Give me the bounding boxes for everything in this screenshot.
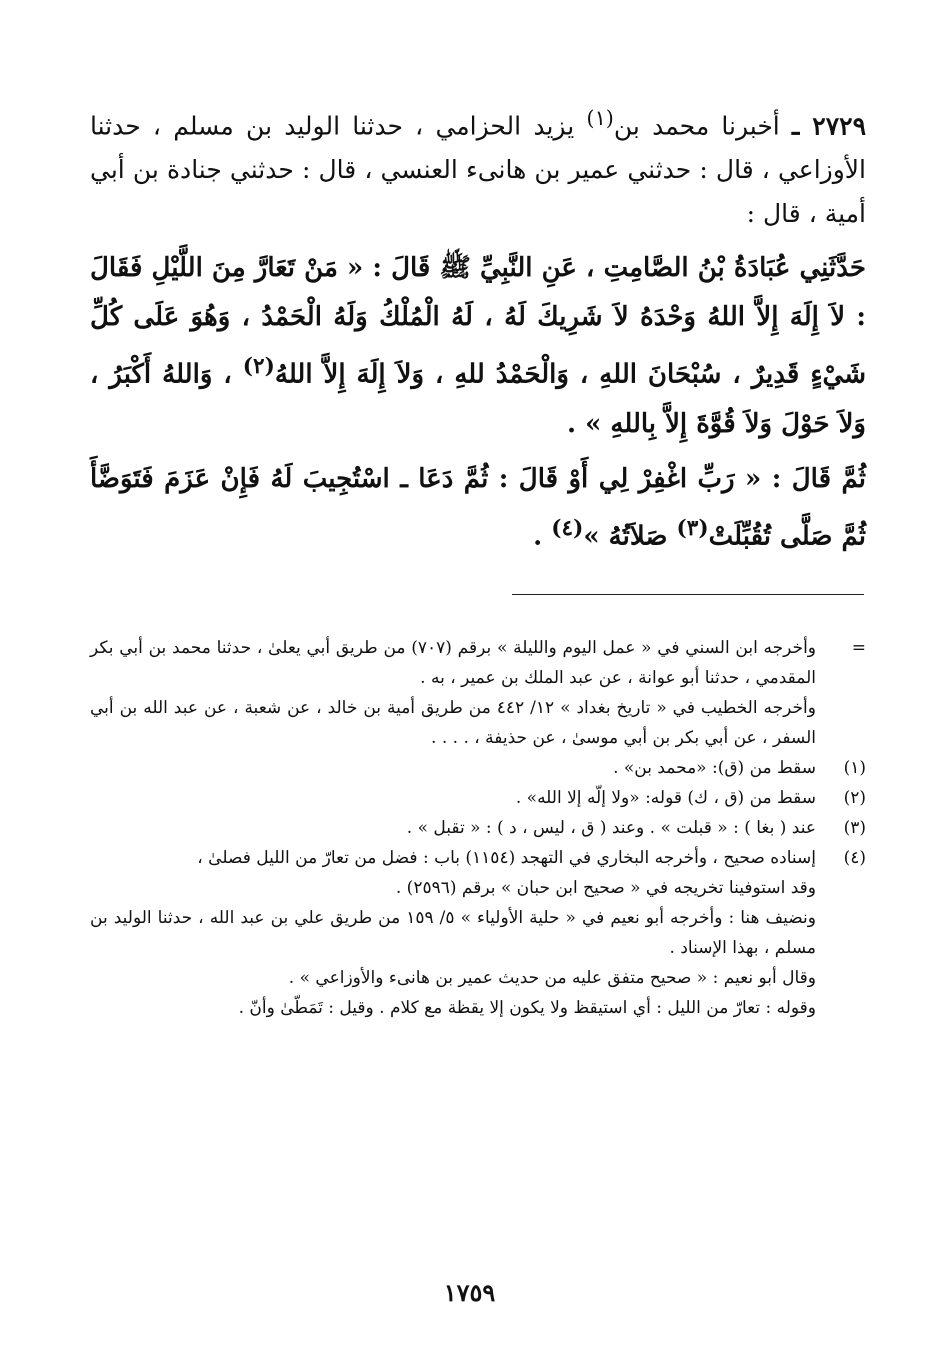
footnote-1-text: سقط من (ق): «محمد بن» . (613, 758, 816, 778)
footnote-4-para-5: وقوله : تعارّ من الليل : أي استيقظ ولا يكون إلا يقظة مع كلام . وقيل : تَمَطّىٰ وأنّ . (238, 998, 816, 1018)
hadith-text-1b: ، وَاللهُ أَكْبَرُ ، وَلاَ حَوْلَ وَلاَ قُوَّةَ إِلاَّ بِاللهِ » . (90, 359, 866, 439)
footnote-ref-2: (٢) (242, 354, 275, 380)
footnote-4-para-2: وقد استوفينا تخريجه في « صحيح ابن حبان » برقم (٢٥٩٦) . (395, 878, 816, 898)
footnote-2-text: سقط من (ق ، ك) قوله: «ولا إلّه إلا الله» . (515, 788, 816, 808)
footnote-separator (512, 594, 864, 595)
footnote-2-number: (٢) (843, 788, 866, 808)
isnad-paragraph (90, 96, 866, 236)
footnote-3-text: عند ( بغا ) : « قبلت » . وعند ( ق ، ليس ، د ) : « تقبل » . (406, 818, 816, 838)
hadith-text-1a: حَدَّثَنِي عُبَادَةُ بْنُ الصَّامِتِ ، عَنِ النَّبِيِّ ﷺ قَالَ : « مَنْ تَعَارَّ مِنَ اللَّيْلِ فَقَالَ : لاَ إِلَهَ إِلاَّ اللهُ وَحْدَهُ لاَ شَرِيكَ لَهُ ، لَهُ الْمُلْكُ وَلَهُ الْحَمْدُ ، وَهُوَ عَلَى كُلِّ شَيْءٍ قَدِيرٌ ، سُبْحَانَ اللهِ ، وَالْحَمْدُ للهِ ، وَلاَ إِلَهَ إِلاَّ اللهُ (90, 253, 867, 390)
footnote-4-para-4: وقال أبو نعيم : « صحيح متفق عليه من حديث عمير بن هانىء والأوزاعي » . (288, 968, 816, 988)
footnote-1 (90, 753, 866, 783)
footnote-ref-4: (٤) (551, 515, 584, 541)
footnote-4 (90, 843, 866, 873)
isnad-text-2: يزيد الحزامي ، حدثنا الوليد بن مسلم ، حدثنا الأوزاعي ، قال : حدثني عمير بن هانىء العنسي ، قال : حدثني جنادة بن أبي أمية ، قال : (90, 111, 866, 229)
hadith-number: ٢٧٢٩ ـ (791, 111, 867, 141)
footnote-3 (90, 813, 866, 843)
footnote-continuation (90, 633, 866, 693)
footnote-1-number: (١) (843, 758, 866, 778)
footnote-ref-3: (٣) (676, 515, 709, 541)
footnote-2 (90, 783, 866, 813)
hadith-text-2a: ثُمَّ قَالَ : « رَبِّ اغْفِرْ لِي أَوْ قَالَ : ثُمَّ دَعَا ـ اسْتُجِيبَ لَهُ فَإِنْ عَزَمَ فَتَوَضَّأَ ثُمَّ صَلَّى تُقُبِّلَتْ (90, 463, 866, 552)
continuation-mark: = (851, 638, 866, 658)
footnote-4-text: إسناده صحيح ، وأخرجه البخاري في التهجد (١١٥٤) باب : فضل من تعارّ من الليل فصلىٰ ، (197, 848, 816, 868)
footnote-3-number: (٣) (843, 818, 866, 838)
hadith-text-2b: صَلاَتُهُ » (583, 521, 668, 552)
hadith-paragraph-1 (90, 244, 866, 449)
main-text (90, 96, 866, 562)
footnote-4-para-3: ونضيف هنا : وأخرجه أبو نعيم في « حلية الأولياء » ٥/ ١٥٩ من طريق علي بن عبد الله ، حدثنا الوليد بن مسلم ، بهذا الإسناد . (90, 908, 816, 958)
footnotes (90, 633, 866, 1023)
continuation-text-1: وأخرجه ابن السني في « عمل اليوم والليلة » برقم (٧٠٧) من طريق أبي يعلىٰ ، حدثنا محمد بن أبي بكر المقدمي ، حدثنا أبو عوانة ، عن عبد الملك بن عمير ، به . (90, 638, 816, 688)
hadith-text (90, 244, 866, 561)
hadith-text-2c: . (533, 521, 543, 552)
continuation-text-2: وأخرجه الخطيب في « تاريخ بغداد » ١٢/ ٤٤٢ من طريق أمية بن خالد ، عن شعبة ، عن عبد الله بن أبي السفر ، عن أبي بكر بن أبي موسىٰ ، عن حذيفة ، . . . . (90, 698, 816, 748)
hadith-paragraph-2 (90, 455, 866, 562)
footnote-4-number: (٤) (843, 848, 866, 868)
page-number: ١٧٥٩ (443, 1278, 496, 1307)
isnad-text-1: أخبرنا محمد بن (613, 111, 780, 141)
footnote-ref-1: (١) (586, 106, 614, 130)
